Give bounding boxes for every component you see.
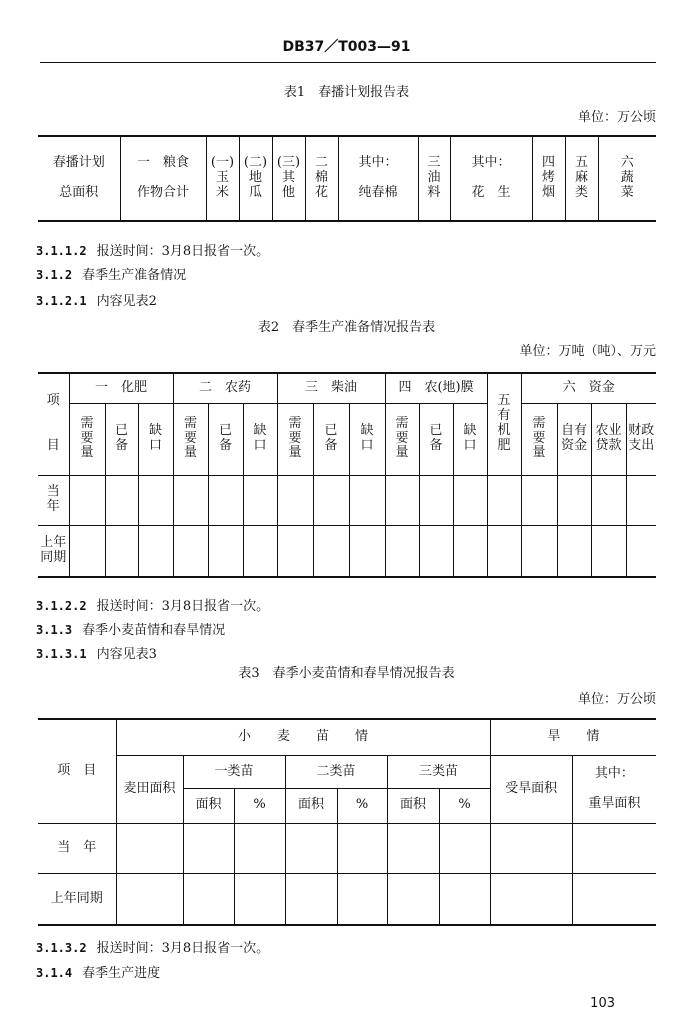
table2 bbox=[38, 372, 656, 578]
t1-col-hemp: 五 麻类 bbox=[565, 136, 598, 221]
t3-drought-header: 旱 情 bbox=[490, 719, 656, 756]
table2-unit: 单位：万吨（吨）、万元 bbox=[519, 344, 656, 359]
t2-sub-gap: 缺口 bbox=[138, 403, 173, 475]
t3-area: 面积 bbox=[183, 788, 234, 823]
t1-col-other: (三) 其他 bbox=[272, 136, 305, 221]
table3-title: 表3 春季小麦苗情和春旱情况报告表 bbox=[238, 666, 455, 681]
t2-sub-ready: 已备 bbox=[313, 403, 349, 475]
t3-pct: % bbox=[234, 788, 285, 823]
t3-pct: % bbox=[337, 788, 387, 823]
t2-sub-gap: 缺口 bbox=[349, 403, 385, 475]
t1-col-total: 春播计划 总面积 bbox=[38, 136, 120, 221]
t1-col-sweetpotato: (二) 地瓜 bbox=[239, 136, 272, 221]
para-3-1-2-1: 3.1.2.1 内容见表2 bbox=[36, 294, 157, 309]
t3-severe-area: 其中： 重旱面积 bbox=[572, 756, 656, 823]
t2-sub-need: 需要量 bbox=[69, 403, 105, 475]
page-number: 103 bbox=[590, 996, 615, 1011]
t2-group-funds: 六 资金 bbox=[521, 373, 656, 403]
table1-unit: 单位：万公顷 bbox=[577, 110, 656, 125]
t3-area: 面积 bbox=[387, 788, 439, 823]
t1-col-spring-cotton: 其中： 纯春棉 bbox=[338, 136, 418, 221]
t2-funds-need: 需要量 bbox=[521, 403, 557, 475]
t1-col-vegetables: 六 蔬菜 bbox=[598, 136, 656, 221]
para-3-1-3: 3.1.3 春季小麦苗情和春旱情况 bbox=[36, 623, 226, 638]
t2-sub-need: 需要量 bbox=[277, 403, 313, 475]
para-3-1-4: 3.1.4 春季生产进度 bbox=[36, 966, 161, 981]
t3-pct: % bbox=[439, 788, 490, 823]
t3-class-2: 二类苗 bbox=[285, 756, 387, 789]
t1-col-cotton: 二 棉花 bbox=[305, 136, 338, 221]
t2-sub-ready: 已备 bbox=[208, 403, 243, 475]
t2-funds-own: 自有资金 bbox=[557, 403, 591, 475]
t2-item-header: 项 目 bbox=[38, 373, 69, 475]
t2-sub-need: 需要量 bbox=[173, 403, 208, 475]
t2-organic-manure: 五有机肥 bbox=[487, 373, 521, 475]
table1 bbox=[38, 135, 656, 222]
t2-funds-loan: 农业贷款 bbox=[591, 403, 626, 475]
t3-field-area: 麦田面积 bbox=[116, 756, 183, 823]
t2-row-last-year: 上年同期 bbox=[38, 525, 69, 577]
document-header: DB37／T003—91 bbox=[282, 39, 411, 55]
t2-group-pesticide: 二 农药 bbox=[173, 373, 277, 403]
t2-sub-need: 需要量 bbox=[385, 403, 419, 475]
t1-col-peanut: 其中： 花 生 bbox=[450, 136, 532, 221]
t1-col-oilseed: 三 油料 bbox=[418, 136, 450, 221]
header-rule bbox=[40, 62, 656, 63]
t3-item-header: 项 目 bbox=[38, 719, 116, 823]
t2-funds-fiscal: 财政支出 bbox=[626, 403, 656, 475]
t3-row-last-year: 上年同期 bbox=[38, 874, 116, 925]
table3 bbox=[38, 718, 656, 926]
t2-group-fertilizer: 一 化肥 bbox=[69, 373, 173, 403]
t1-col-grain: 一 粮食 作物合计 bbox=[120, 136, 206, 221]
t3-affected-area: 受旱面积 bbox=[490, 756, 572, 823]
t1-col-tobacco: 四 烤烟 bbox=[532, 136, 565, 221]
table2-title: 表2 春季生产准备情况报告表 bbox=[257, 320, 436, 335]
para-3-1-2: 3.1.2 春季生产准备情况 bbox=[36, 268, 187, 283]
t2-sub-gap: 缺口 bbox=[453, 403, 487, 475]
t3-wheat-header: 小 麦 苗 情 bbox=[116, 719, 490, 756]
t3-class-1: 一类苗 bbox=[183, 756, 285, 789]
t2-group-diesel: 三 柴油 bbox=[277, 373, 385, 403]
t3-row-current: 当 年 bbox=[38, 823, 116, 874]
t2-sub-gap: 缺口 bbox=[243, 403, 277, 475]
t3-class-3: 三类苗 bbox=[387, 756, 490, 789]
table1-title: 表1 春播计划报告表 bbox=[283, 85, 410, 100]
para-3-1-3-1: 3.1.3.1 内容见表3 bbox=[36, 647, 157, 662]
t2-sub-ready: 已备 bbox=[105, 403, 138, 475]
table3-unit: 单位：万公顷 bbox=[577, 692, 656, 707]
t2-sub-ready: 已备 bbox=[419, 403, 453, 475]
para-3-1-3-2: 3.1.3.2 报送时间：3月8日报省一次。 bbox=[36, 941, 270, 956]
t1-col-corn: (一) 玉米 bbox=[206, 136, 239, 221]
para-3-1-1-2: 3.1.1.2 报送时间：3月8日报省一次。 bbox=[36, 244, 270, 259]
t3-area: 面积 bbox=[285, 788, 337, 823]
t2-group-film: 四 农(地)膜 bbox=[385, 373, 487, 403]
t2-row-current: 当年 bbox=[38, 475, 69, 525]
para-3-1-2-2: 3.1.2.2 报送时间：3月8日报省一次。 bbox=[36, 599, 270, 614]
